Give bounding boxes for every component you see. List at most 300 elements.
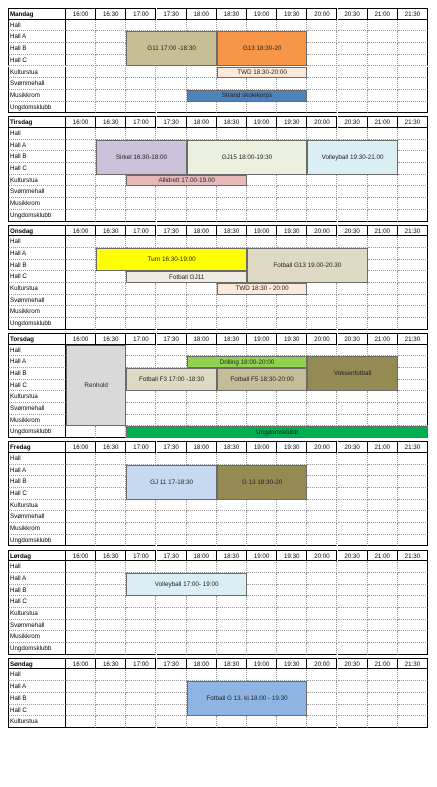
time-slot[interactable]	[247, 716, 277, 728]
time-slot[interactable]	[96, 102, 126, 114]
time-slot[interactable]	[66, 55, 96, 67]
time-slot[interactable]	[96, 631, 126, 643]
time-slot[interactable]	[126, 535, 156, 547]
time-slot[interactable]	[398, 693, 428, 705]
time-slot[interactable]	[307, 20, 337, 32]
time-slot[interactable]	[398, 151, 428, 163]
time-slot[interactable]	[277, 236, 307, 248]
booking-block[interactable]	[247, 248, 368, 283]
time-slot[interactable]	[66, 140, 96, 152]
time-slot[interactable]	[398, 631, 428, 643]
time-slot[interactable]	[368, 78, 398, 90]
time-slot[interactable]	[307, 102, 337, 114]
time-slot[interactable]	[96, 620, 126, 632]
time-slot[interactable]	[398, 643, 428, 655]
time-slot[interactable]	[368, 186, 398, 198]
time-slot[interactable]	[217, 523, 247, 535]
time-slot[interactable]	[368, 55, 398, 67]
time-slot[interactable]	[277, 198, 307, 210]
time-slot[interactable]	[398, 31, 428, 43]
time-slot[interactable]	[157, 716, 187, 728]
time-slot[interactable]	[307, 345, 337, 357]
time-slot[interactable]	[126, 20, 156, 32]
time-slot[interactable]	[66, 596, 96, 608]
time-slot[interactable]	[247, 643, 277, 655]
time-slot[interactable]	[157, 705, 187, 717]
time-slot[interactable]	[277, 535, 307, 547]
booking-block[interactable]	[307, 356, 398, 391]
time-slot[interactable]	[307, 523, 337, 535]
time-slot[interactable]	[217, 345, 247, 357]
time-slot[interactable]	[398, 55, 428, 67]
time-slot[interactable]	[247, 403, 277, 415]
time-slot[interactable]	[66, 535, 96, 547]
time-slot[interactable]	[217, 631, 247, 643]
booking-block[interactable]	[307, 140, 398, 175]
time-slot[interactable]	[187, 236, 217, 248]
time-slot[interactable]	[307, 535, 337, 547]
time-slot[interactable]	[126, 356, 156, 368]
time-slot[interactable]	[66, 523, 96, 535]
time-slot[interactable]	[338, 306, 368, 318]
time-slot[interactable]	[338, 535, 368, 547]
time-slot[interactable]	[157, 391, 187, 403]
time-slot[interactable]	[96, 643, 126, 655]
time-slot[interactable]	[368, 102, 398, 114]
time-slot[interactable]	[217, 608, 247, 620]
time-slot[interactable]	[368, 403, 398, 415]
time-slot[interactable]	[157, 669, 187, 681]
time-slot[interactable]	[157, 561, 187, 573]
time-slot[interactable]	[247, 500, 277, 512]
time-slot[interactable]	[338, 488, 368, 500]
time-slot[interactable]	[307, 716, 337, 728]
time-slot[interactable]	[66, 693, 96, 705]
time-slot[interactable]	[277, 561, 307, 573]
time-slot[interactable]	[66, 20, 96, 32]
time-slot[interactable]	[247, 318, 277, 330]
booking-block[interactable]	[187, 140, 308, 175]
time-slot[interactable]	[277, 78, 307, 90]
time-slot[interactable]	[217, 318, 247, 330]
time-slot[interactable]	[277, 102, 307, 114]
time-slot[interactable]	[187, 306, 217, 318]
time-slot[interactable]	[307, 705, 337, 717]
time-slot[interactable]	[126, 596, 156, 608]
time-slot[interactable]	[398, 78, 428, 90]
time-slot[interactable]	[398, 453, 428, 465]
time-slot[interactable]	[338, 186, 368, 198]
time-slot[interactable]	[66, 186, 96, 198]
time-slot[interactable]	[157, 210, 187, 222]
time-slot[interactable]	[96, 20, 126, 32]
time-slot[interactable]	[247, 573, 277, 585]
time-slot[interactable]	[96, 210, 126, 222]
time-slot[interactable]	[126, 283, 156, 295]
time-slot[interactable]	[368, 283, 398, 295]
time-slot[interactable]	[217, 236, 247, 248]
time-slot[interactable]	[247, 20, 277, 32]
time-slot[interactable]	[187, 453, 217, 465]
time-slot[interactable]	[217, 295, 247, 307]
time-slot[interactable]	[338, 283, 368, 295]
time-slot[interactable]	[187, 716, 217, 728]
time-slot[interactable]	[368, 271, 398, 283]
time-slot[interactable]	[277, 500, 307, 512]
time-slot[interactable]	[126, 198, 156, 210]
time-slot[interactable]	[398, 248, 428, 260]
time-slot[interactable]	[66, 163, 96, 175]
time-slot[interactable]	[398, 295, 428, 307]
time-slot[interactable]	[338, 43, 368, 55]
time-slot[interactable]	[307, 391, 337, 403]
time-slot[interactable]	[368, 453, 398, 465]
time-slot[interactable]	[66, 608, 96, 620]
time-slot[interactable]	[247, 415, 277, 427]
time-slot[interactable]	[338, 561, 368, 573]
time-slot[interactable]	[187, 210, 217, 222]
time-slot[interactable]	[398, 67, 428, 79]
time-slot[interactable]	[368, 716, 398, 728]
time-slot[interactable]	[338, 403, 368, 415]
time-slot[interactable]	[398, 535, 428, 547]
time-slot[interactable]	[217, 20, 247, 32]
time-slot[interactable]	[368, 561, 398, 573]
time-slot[interactable]	[368, 391, 398, 403]
time-slot[interactable]	[307, 608, 337, 620]
time-slot[interactable]	[217, 186, 247, 198]
time-slot[interactable]	[187, 78, 217, 90]
time-slot[interactable]	[247, 198, 277, 210]
time-slot[interactable]	[398, 236, 428, 248]
time-slot[interactable]	[277, 573, 307, 585]
time-slot[interactable]	[398, 705, 428, 717]
time-slot[interactable]	[157, 511, 187, 523]
time-slot[interactable]	[277, 608, 307, 620]
booking-block[interactable]	[217, 465, 308, 500]
time-slot[interactable]	[338, 585, 368, 597]
time-slot[interactable]	[398, 175, 428, 187]
time-slot[interactable]	[277, 511, 307, 523]
time-slot[interactable]	[277, 210, 307, 222]
time-slot[interactable]	[187, 403, 217, 415]
time-slot[interactable]	[368, 236, 398, 248]
time-slot[interactable]	[307, 403, 337, 415]
booking-block[interactable]	[217, 283, 308, 295]
time-slot[interactable]	[217, 500, 247, 512]
time-slot[interactable]	[398, 210, 428, 222]
time-slot[interactable]	[96, 67, 126, 79]
time-slot[interactable]	[217, 198, 247, 210]
time-slot[interactable]	[398, 198, 428, 210]
time-slot[interactable]	[157, 306, 187, 318]
time-slot[interactable]	[96, 488, 126, 500]
time-slot[interactable]	[338, 345, 368, 357]
time-slot[interactable]	[338, 596, 368, 608]
booking-block[interactable]	[217, 31, 308, 66]
time-slot[interactable]	[126, 295, 156, 307]
time-slot[interactable]	[247, 78, 277, 90]
time-slot[interactable]	[187, 20, 217, 32]
time-slot[interactable]	[66, 716, 96, 728]
time-slot[interactable]	[398, 43, 428, 55]
time-slot[interactable]	[247, 608, 277, 620]
time-slot[interactable]	[187, 596, 217, 608]
time-slot[interactable]	[96, 90, 126, 102]
time-slot[interactable]	[157, 681, 187, 693]
time-slot[interactable]	[338, 198, 368, 210]
time-slot[interactable]	[66, 643, 96, 655]
time-slot[interactable]	[126, 523, 156, 535]
time-slot[interactable]	[307, 318, 337, 330]
time-slot[interactable]	[126, 78, 156, 90]
time-slot[interactable]	[398, 415, 428, 427]
time-slot[interactable]	[277, 523, 307, 535]
time-slot[interactable]	[277, 403, 307, 415]
time-slot[interactable]	[66, 248, 96, 260]
time-slot[interactable]	[126, 391, 156, 403]
time-slot[interactable]	[66, 426, 96, 438]
time-slot[interactable]	[187, 523, 217, 535]
time-slot[interactable]	[368, 90, 398, 102]
time-slot[interactable]	[217, 669, 247, 681]
time-slot[interactable]	[157, 236, 187, 248]
time-slot[interactable]	[247, 669, 277, 681]
time-slot[interactable]	[368, 31, 398, 43]
time-slot[interactable]	[126, 403, 156, 415]
time-slot[interactable]	[96, 585, 126, 597]
time-slot[interactable]	[96, 523, 126, 535]
time-slot[interactable]	[368, 585, 398, 597]
time-slot[interactable]	[338, 500, 368, 512]
time-slot[interactable]	[217, 78, 247, 90]
time-slot[interactable]	[307, 306, 337, 318]
time-slot[interactable]	[368, 620, 398, 632]
time-slot[interactable]	[368, 465, 398, 477]
time-slot[interactable]	[66, 318, 96, 330]
time-slot[interactable]	[126, 318, 156, 330]
time-slot[interactable]	[338, 67, 368, 79]
time-slot[interactable]	[338, 511, 368, 523]
time-slot[interactable]	[96, 318, 126, 330]
time-slot[interactable]	[187, 669, 217, 681]
time-slot[interactable]	[277, 128, 307, 140]
time-slot[interactable]	[187, 500, 217, 512]
time-slot[interactable]	[398, 90, 428, 102]
time-slot[interactable]	[338, 476, 368, 488]
time-slot[interactable]	[368, 345, 398, 357]
time-slot[interactable]	[398, 271, 428, 283]
time-slot[interactable]	[96, 500, 126, 512]
time-slot[interactable]	[157, 318, 187, 330]
time-slot[interactable]	[157, 403, 187, 415]
time-slot[interactable]	[66, 102, 96, 114]
booking-block[interactable]	[187, 356, 308, 368]
time-slot[interactable]	[398, 488, 428, 500]
time-slot[interactable]	[187, 561, 217, 573]
booking-block[interactable]	[66, 345, 126, 427]
time-slot[interactable]	[126, 631, 156, 643]
time-slot[interactable]	[368, 596, 398, 608]
time-slot[interactable]	[66, 128, 96, 140]
time-slot[interactable]	[368, 608, 398, 620]
time-slot[interactable]	[126, 643, 156, 655]
time-slot[interactable]	[96, 681, 126, 693]
time-slot[interactable]	[307, 175, 337, 187]
time-slot[interactable]	[96, 465, 126, 477]
time-slot[interactable]	[338, 295, 368, 307]
time-slot[interactable]	[126, 210, 156, 222]
time-slot[interactable]	[338, 128, 368, 140]
time-slot[interactable]	[217, 535, 247, 547]
time-slot[interactable]	[96, 128, 126, 140]
time-slot[interactable]	[66, 681, 96, 693]
time-slot[interactable]	[96, 561, 126, 573]
time-slot[interactable]	[398, 596, 428, 608]
time-slot[interactable]	[307, 476, 337, 488]
time-slot[interactable]	[187, 643, 217, 655]
time-slot[interactable]	[307, 561, 337, 573]
time-slot[interactable]	[66, 90, 96, 102]
time-slot[interactable]	[96, 608, 126, 620]
time-slot[interactable]	[368, 210, 398, 222]
time-slot[interactable]	[338, 175, 368, 187]
time-slot[interactable]	[277, 620, 307, 632]
time-slot[interactable]	[217, 620, 247, 632]
time-slot[interactable]	[338, 90, 368, 102]
booking-block[interactable]	[187, 90, 308, 102]
booking-block[interactable]	[126, 368, 217, 391]
time-slot[interactable]	[126, 500, 156, 512]
time-slot[interactable]	[368, 43, 398, 55]
time-slot[interactable]	[126, 236, 156, 248]
time-slot[interactable]	[368, 500, 398, 512]
time-slot[interactable]	[368, 573, 398, 585]
time-slot[interactable]	[398, 476, 428, 488]
time-slot[interactable]	[398, 318, 428, 330]
time-slot[interactable]	[398, 283, 428, 295]
time-slot[interactable]	[368, 175, 398, 187]
time-slot[interactable]	[126, 453, 156, 465]
time-slot[interactable]	[96, 271, 126, 283]
time-slot[interactable]	[66, 67, 96, 79]
time-slot[interactable]	[247, 295, 277, 307]
time-slot[interactable]	[96, 511, 126, 523]
time-slot[interactable]	[247, 453, 277, 465]
time-slot[interactable]	[338, 608, 368, 620]
time-slot[interactable]	[338, 102, 368, 114]
time-slot[interactable]	[96, 693, 126, 705]
time-slot[interactable]	[338, 465, 368, 477]
time-slot[interactable]	[398, 500, 428, 512]
time-slot[interactable]	[96, 705, 126, 717]
time-slot[interactable]	[307, 415, 337, 427]
time-slot[interactable]	[368, 476, 398, 488]
time-slot[interactable]	[398, 620, 428, 632]
time-slot[interactable]	[126, 705, 156, 717]
time-slot[interactable]	[398, 140, 428, 152]
time-slot[interactable]	[338, 236, 368, 248]
time-slot[interactable]	[277, 306, 307, 318]
time-slot[interactable]	[338, 415, 368, 427]
time-slot[interactable]	[307, 186, 337, 198]
time-slot[interactable]	[66, 210, 96, 222]
time-slot[interactable]	[398, 681, 428, 693]
time-slot[interactable]	[157, 198, 187, 210]
time-slot[interactable]	[368, 693, 398, 705]
time-slot[interactable]	[187, 318, 217, 330]
time-slot[interactable]	[157, 67, 187, 79]
time-slot[interactable]	[126, 561, 156, 573]
time-slot[interactable]	[338, 453, 368, 465]
time-slot[interactable]	[338, 31, 368, 43]
time-slot[interactable]	[247, 631, 277, 643]
time-slot[interactable]	[307, 43, 337, 55]
time-slot[interactable]	[277, 716, 307, 728]
time-slot[interactable]	[398, 260, 428, 272]
time-slot[interactable]	[66, 465, 96, 477]
time-slot[interactable]	[307, 236, 337, 248]
time-slot[interactable]	[126, 511, 156, 523]
time-slot[interactable]	[247, 585, 277, 597]
time-slot[interactable]	[126, 415, 156, 427]
time-slot[interactable]	[277, 596, 307, 608]
time-slot[interactable]	[398, 511, 428, 523]
time-slot[interactable]	[126, 669, 156, 681]
time-slot[interactable]	[126, 693, 156, 705]
time-slot[interactable]	[187, 283, 217, 295]
time-slot[interactable]	[157, 345, 187, 357]
time-slot[interactable]	[66, 669, 96, 681]
time-slot[interactable]	[307, 643, 337, 655]
time-slot[interactable]	[368, 306, 398, 318]
time-slot[interactable]	[96, 716, 126, 728]
time-slot[interactable]	[187, 620, 217, 632]
time-slot[interactable]	[187, 631, 217, 643]
time-slot[interactable]	[217, 511, 247, 523]
time-slot[interactable]	[307, 585, 337, 597]
time-slot[interactable]	[217, 102, 247, 114]
time-slot[interactable]	[157, 453, 187, 465]
time-slot[interactable]	[277, 415, 307, 427]
time-slot[interactable]	[217, 561, 247, 573]
time-slot[interactable]	[398, 186, 428, 198]
time-slot[interactable]	[398, 102, 428, 114]
time-slot[interactable]	[66, 175, 96, 187]
time-slot[interactable]	[157, 643, 187, 655]
time-slot[interactable]	[96, 186, 126, 198]
time-slot[interactable]	[66, 236, 96, 248]
time-slot[interactable]	[66, 283, 96, 295]
time-slot[interactable]	[277, 175, 307, 187]
time-slot[interactable]	[157, 20, 187, 32]
time-slot[interactable]	[277, 295, 307, 307]
booking-block[interactable]	[187, 681, 308, 716]
time-slot[interactable]	[96, 453, 126, 465]
time-slot[interactable]	[247, 345, 277, 357]
time-slot[interactable]	[126, 128, 156, 140]
time-slot[interactable]	[307, 500, 337, 512]
time-slot[interactable]	[157, 608, 187, 620]
time-slot[interactable]	[157, 500, 187, 512]
time-slot[interactable]	[96, 535, 126, 547]
time-slot[interactable]	[247, 128, 277, 140]
time-slot[interactable]	[338, 318, 368, 330]
time-slot[interactable]	[398, 573, 428, 585]
time-slot[interactable]	[247, 511, 277, 523]
time-slot[interactable]	[126, 681, 156, 693]
time-slot[interactable]	[66, 705, 96, 717]
